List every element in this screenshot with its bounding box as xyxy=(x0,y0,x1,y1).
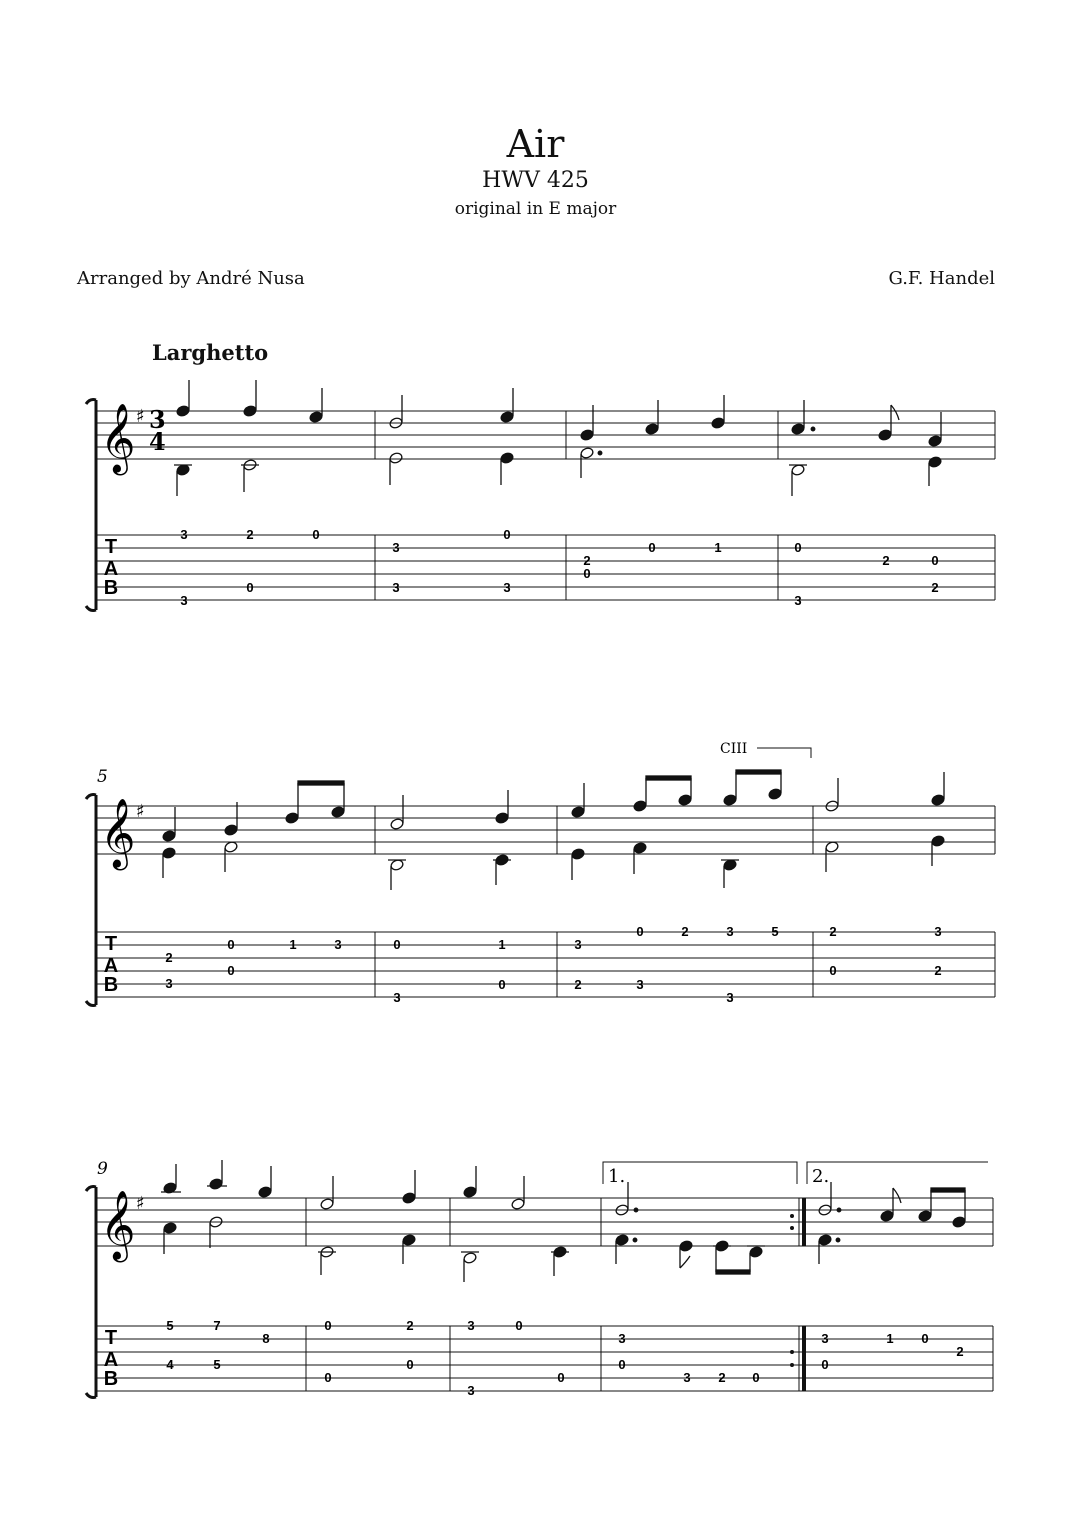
tab-fret: 2 xyxy=(574,977,582,992)
measure-number: 9 xyxy=(97,1159,108,1179)
staff-lines xyxy=(96,1198,993,1246)
system-3 xyxy=(86,1159,993,1398)
tab-fret: 2 xyxy=(165,950,173,965)
tab-fret: 2 xyxy=(956,1344,964,1359)
tab-fret: 1 xyxy=(886,1331,894,1346)
tab-fret: 2 xyxy=(934,963,942,978)
tab-fret: 3 xyxy=(334,937,342,952)
tab-fret: 0 xyxy=(583,566,591,581)
tab-fret: 3 xyxy=(574,937,582,952)
key-sharp-icon: ♯ xyxy=(136,801,145,822)
tab-fret: 0 xyxy=(324,1370,332,1385)
volta-bracket-1 xyxy=(603,1162,797,1184)
treble-clef-icon: 𝄞 xyxy=(100,403,136,473)
tab-fret: 0 xyxy=(794,540,802,555)
tab-fret: 1 xyxy=(714,540,722,555)
tab-fret: 0 xyxy=(752,1370,760,1385)
repeat-dot xyxy=(790,1363,794,1367)
repeat-dot xyxy=(790,1214,794,1218)
tab-fret: 4 xyxy=(166,1357,174,1372)
notes xyxy=(161,1160,966,1282)
tab-fret: 3 xyxy=(180,593,188,608)
tab-fret: 3 xyxy=(467,1318,475,1333)
tab-numbers xyxy=(165,924,941,1005)
tab-fret: 3 xyxy=(467,1383,475,1398)
tab-label-b: B xyxy=(103,577,119,599)
composer-credit: G.F. Handel xyxy=(888,268,995,289)
volta-label-2: 2. xyxy=(812,1166,830,1187)
barre-bracket xyxy=(757,748,811,758)
tab-fret: 2 xyxy=(406,1318,414,1333)
repeat-barline xyxy=(802,1326,806,1391)
barre-marking: CIII xyxy=(720,741,748,757)
tab-fret: 1 xyxy=(498,937,506,952)
system-bracket xyxy=(86,795,96,1006)
tab-fret: 5 xyxy=(771,924,779,939)
system-2 xyxy=(86,741,995,1006)
key-sharp-icon: ♯ xyxy=(136,1193,145,1214)
tab-fret: 0 xyxy=(829,963,837,978)
tab-fret: 3 xyxy=(392,580,400,595)
measure-number: 5 xyxy=(97,767,108,787)
tab-fret: 5 xyxy=(213,1357,221,1372)
tab-fret: 0 xyxy=(498,977,506,992)
tab-label-a: A xyxy=(103,1349,119,1371)
tab-fret: 3 xyxy=(821,1331,829,1346)
tab-fret: 3 xyxy=(726,924,734,939)
tab-label-t: T xyxy=(104,933,118,955)
tab-fret: 3 xyxy=(393,990,401,1005)
volta-bracket-2 xyxy=(807,1162,988,1184)
tab-fret: 0 xyxy=(406,1357,414,1372)
key-sharp-icon: ♯ xyxy=(136,406,145,427)
volta-label-1: 1. xyxy=(608,1166,626,1187)
time-sig-top: 3 xyxy=(149,405,166,434)
staff-lines xyxy=(96,411,995,459)
tab-fret: 2 xyxy=(681,924,689,939)
tab-fret: 2 xyxy=(882,553,890,568)
tab-fret: 2 xyxy=(931,580,939,595)
repeat-dot xyxy=(790,1350,794,1354)
tab-fret: 2 xyxy=(718,1370,726,1385)
tab-fret: 3 xyxy=(165,976,173,991)
tab-fret: 0 xyxy=(312,527,320,542)
tab-fret: 0 xyxy=(246,580,254,595)
tab-fret: 0 xyxy=(393,937,401,952)
tab-fret: 0 xyxy=(636,924,644,939)
tab-fret: 2 xyxy=(246,527,254,542)
tab-numbers xyxy=(180,527,938,608)
catalog-number: HWV 425 xyxy=(482,168,589,193)
tab-fret: 3 xyxy=(636,977,644,992)
tab-lines xyxy=(96,1326,993,1391)
repeat-dot xyxy=(790,1226,794,1230)
tab-fret: 0 xyxy=(515,1318,523,1333)
tab-fret: 0 xyxy=(931,553,939,568)
tab-fret: 3 xyxy=(392,540,400,555)
tab-fret: 0 xyxy=(648,540,656,555)
tab-numbers xyxy=(166,1318,963,1398)
notes xyxy=(174,380,942,496)
treble-clef-icon: 𝄞 xyxy=(100,798,136,868)
tab-fret: 1 xyxy=(289,937,297,952)
piece-title: Air xyxy=(506,122,565,166)
arranger-credit: Arranged by André Nusa xyxy=(77,268,305,289)
tab-label-t: T xyxy=(104,536,118,558)
tempo-marking: Larghetto xyxy=(152,340,269,365)
tab-fret: 0 xyxy=(821,1357,829,1372)
tab-label-t: T xyxy=(104,1327,118,1349)
tab-fret: 0 xyxy=(503,527,511,542)
tab-fret: 3 xyxy=(618,1331,626,1346)
tab-label-a: A xyxy=(103,955,119,977)
tab-fret: 3 xyxy=(683,1370,691,1385)
treble-clef-icon: 𝄞 xyxy=(100,1190,136,1260)
system-bracket xyxy=(86,1187,96,1398)
tab-fret: 0 xyxy=(557,1370,565,1385)
tab-fret: 5 xyxy=(166,1318,174,1333)
original-key-note: original in E major xyxy=(454,199,617,219)
tab-fret: 3 xyxy=(726,990,734,1005)
tab-label-b: B xyxy=(103,974,119,996)
time-sig-bottom: 4 xyxy=(149,427,166,456)
tab-fret: 3 xyxy=(180,527,188,542)
tab-fret: 3 xyxy=(794,593,802,608)
tab-label-a: A xyxy=(103,558,119,580)
tab-fret: 2 xyxy=(583,553,591,568)
tab-fret: 0 xyxy=(324,1318,332,1333)
repeat-barline xyxy=(802,1198,806,1246)
tab-fret: 2 xyxy=(829,924,837,939)
tab-fret: 3 xyxy=(934,924,942,939)
tab-fret: 0 xyxy=(227,937,235,952)
tab-label-b: B xyxy=(103,1368,119,1390)
tab-fret: 7 xyxy=(213,1318,221,1333)
system-bracket xyxy=(86,400,96,611)
system-1 xyxy=(86,380,995,611)
tab-fret: 3 xyxy=(503,580,511,595)
tab-fret: 8 xyxy=(262,1331,270,1346)
tab-fret: 0 xyxy=(921,1331,929,1346)
tab-fret: 0 xyxy=(227,963,235,978)
tab-lines xyxy=(96,535,995,600)
tab-fret: 0 xyxy=(618,1357,626,1372)
